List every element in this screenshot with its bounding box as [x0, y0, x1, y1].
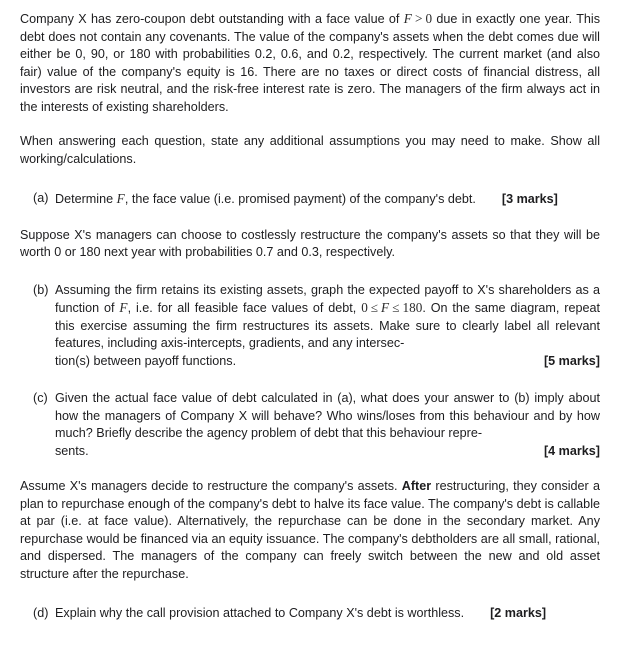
restructure-note-paragraph: Suppose X's managers can choose to costlessly restructure the company's assets so that they will be worth 0 or 180 next year with probabilities 0.7 and 0.3, respectively.	[20, 227, 600, 259]
marks-allocation-d: [2 marks]	[490, 606, 547, 620]
question-c-body: Given the actual face value of debt calculated in (a), what does your answer to (b) imply about how the managers of Company X will behave? Who wins/loses from this behaviour and by how much? Briefly describe the agency problem of debt that this behaviour repre-	[55, 391, 600, 440]
repurchase-segment-1: Assume X's managers decide to restructure the company's assets.	[20, 479, 402, 493]
repurchase-segment-2: restructuring, they consider a plan to repurchase enough of the company's debt to halve its face value. The company's debt is callable at par (i.e. at face value). Alternatively, the repurchase can be done in the secondary market. Any repurchase would be financed via an equity issuance. The company's debtholders are all small, rational, and dispersed. The managers of the company can freely switch between the new and old asset structure after the repurchase.	[20, 479, 600, 581]
question-b-last-line	[55, 353, 600, 371]
math-greater-than-operator: >	[415, 11, 423, 26]
math-less-equal-operator-1: ≤	[370, 300, 379, 315]
math-face-value-symbol: F	[403, 11, 413, 26]
question-d-body	[55, 605, 600, 623]
math-face-value-symbol: F	[116, 191, 125, 206]
question-c-last-line	[55, 443, 600, 461]
question-b-segment-4: tion(s) between payoff functions.	[55, 353, 237, 368]
math-upper-bound-180: 180	[402, 300, 423, 315]
answering-instructions-paragraph: When answering each question, state any additional assumptions you may need to make. Show all working/calculations.	[20, 134, 600, 166]
marks-allocation-b: [5 marks]	[543, 353, 600, 368]
question-label-c: (c)	[33, 391, 48, 405]
marks-allocation-a: [3 marks]	[501, 192, 558, 206]
question-b-segment-3: . On the same diagram, repeat this exercise assuming the firm restructures its assets. Make sure to clearly label all relevant features, including axis-intercepts, gradients, and any intersec-	[55, 301, 600, 350]
question-a-text-after-math: , the face value (i.e. promised payment) of the company's debt.	[124, 192, 476, 206]
repurchase-note-paragraph	[20, 478, 600, 583]
intro-text-after-math: due in exactly one year. This debt does not contain any covenants. The value of the company's assets when the debt comes due will either be 0, 90, or 180 with probabilities 0.2, 0.6, and 0.2, respectively. The current market (and also fair) value of the company's equity is 16. There are no taxes or direct costs of financial distress, all investors are risk neutral, and the risk-free interest rate is zero. The managers of the firm always act in the interests of existing shareholders.	[20, 12, 600, 114]
emphasis-after: After	[401, 479, 432, 493]
math-less-equal-operator-2: ≤	[392, 300, 400, 315]
question-c-text-last: sents.	[55, 443, 89, 458]
question-b-segment-2: , i.e. for all feasible face values of debt,	[127, 301, 362, 315]
question-label-b: (b)	[33, 282, 49, 297]
question-item-a	[33, 190, 600, 209]
math-lower-bound-zero: 0	[361, 300, 368, 315]
marks-allocation-c: [4 marks]	[543, 443, 600, 458]
question-item-c	[33, 390, 600, 460]
question-item-b	[33, 282, 600, 371]
question-label-a: (a)	[33, 191, 49, 205]
question-item-d	[33, 605, 600, 623]
intro-paragraph	[20, 10, 600, 116]
question-a-body	[55, 190, 600, 209]
question-b-segment-1: Assuming the firm retains its existing assets, graph the expected payoff to X's shareholders as a function of	[55, 282, 600, 315]
question-label-d: (d)	[33, 606, 49, 620]
math-face-value-symbol: F	[119, 300, 128, 315]
math-zero-literal: 0	[425, 11, 433, 26]
math-face-value-symbol: F	[381, 300, 390, 315]
question-b-body	[55, 282, 600, 353]
question-a-text-before-math: Determine	[55, 192, 117, 206]
intro-text-before-math: Company X has zero-coupon debt outstanding with a face value of	[20, 12, 404, 26]
question-d-text: Explain why the call provision attached to Company X's debt is worthless.	[55, 606, 465, 620]
